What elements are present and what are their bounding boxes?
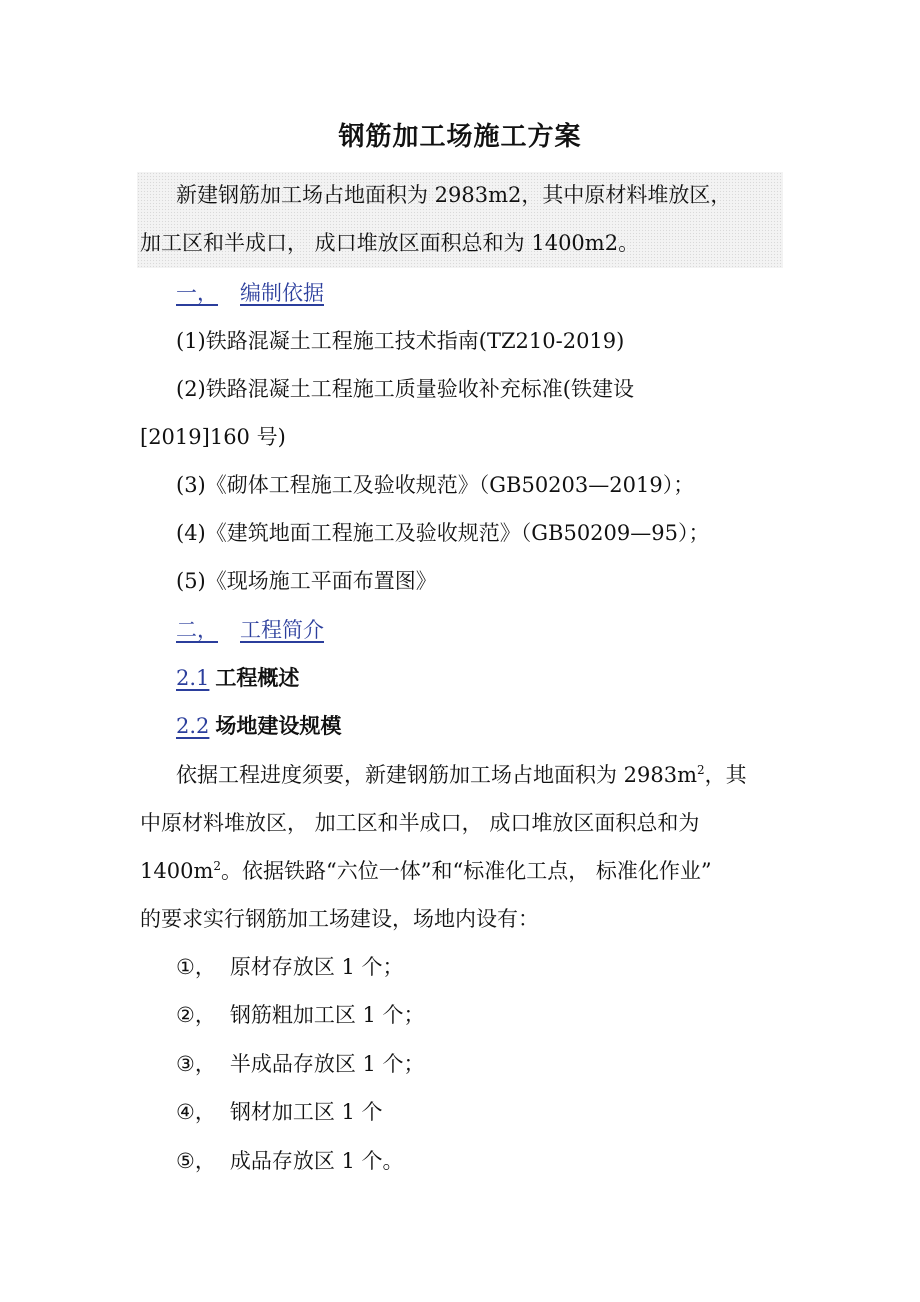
subsection-2-2-title: 场地建设规模 [215, 714, 342, 738]
list-marker: ①， [176, 955, 216, 979]
list-item-text: 半成品存放区 1 个； [229, 1052, 425, 1076]
list-item-text: 钢筋粗加工区 1 个； [229, 1003, 425, 1027]
reference-item-1: (1)铁路混凝土工程施工技术指南(TZ210-2019) [176, 329, 625, 353]
paragraph-line-2: 中原材料堆放区， 加工区和半成口， 成口堆放区面积总和为 [140, 811, 700, 835]
list-item-text: 钢材加工区 1 个 [229, 1100, 383, 1124]
section-1-heading [176, 278, 324, 308]
list-marker: ④， [176, 1100, 216, 1124]
paragraph-line-1 [176, 760, 747, 790]
paragraph-line-3-start: 1400m [140, 859, 214, 883]
document-title: 钢筋加工场施工方案 [338, 122, 582, 152]
section-2-title: 工程简介 [240, 618, 324, 642]
subsection-2-2-heading [176, 711, 341, 741]
list-item [176, 1049, 425, 1079]
section-2-heading [176, 615, 324, 645]
subsection-2-2-number: 2.2 [176, 714, 210, 738]
superscript-2: 2 [213, 859, 221, 873]
reference-item-5: (5)《现场施工平面布置图》 [176, 569, 437, 593]
reference-item-3: (3)《砌体工程施工及验收规范》（GB50203—2019）； [176, 473, 695, 497]
section-1-title: 编制依据 [240, 281, 324, 305]
list-marker: ⑤， [176, 1149, 216, 1173]
list-item [176, 1146, 404, 1176]
paragraph-line-3-text: 。依据铁路“六位一体”和“标准化工点， 标准化作业” [221, 859, 712, 883]
paragraph-line-1-text: 依据工程进度须要，新建钢筋加工场占地面积为 2983m [176, 763, 698, 787]
subsection-2-1-number: 2.1 [176, 666, 210, 690]
intro-line-2: 加工区和半成口， 成口堆放区面积总和为 1400m2。 [140, 231, 640, 255]
section-1-number: 一， [176, 281, 218, 305]
reference-item-2-cont: [2019]160 号) [140, 425, 286, 449]
list-item-text: 成品存放区 1 个。 [229, 1149, 404, 1173]
list-item [176, 952, 404, 982]
superscript-2: 2 [697, 763, 705, 777]
subsection-2-1-title: 工程概述 [215, 666, 300, 690]
list-item [176, 1000, 425, 1030]
subsection-2-1-heading [176, 663, 299, 693]
list-marker: ②， [176, 1003, 216, 1027]
paragraph-line-1-end: ，其 [704, 763, 747, 787]
paragraph-line-3 [140, 856, 712, 886]
reference-item-2: (2)铁路混凝土工程施工质量验收补充标准(铁建设 [176, 377, 634, 401]
list-marker: ③， [176, 1052, 216, 1076]
list-item-text: 原材存放区 1 个； [229, 955, 404, 979]
reference-item-4: (4)《建筑地面工程施工及验收规范》（GB50209—95）； [176, 521, 710, 545]
intro-line-1: 新建钢筋加工场占地面积为 2983m2，其中原材料堆放区， [176, 183, 732, 207]
list-item [176, 1097, 383, 1127]
paragraph-line-4: 的要求实行钢筋加工场建设，场地内设有： [140, 907, 539, 931]
section-2-number: 二， [176, 618, 218, 642]
